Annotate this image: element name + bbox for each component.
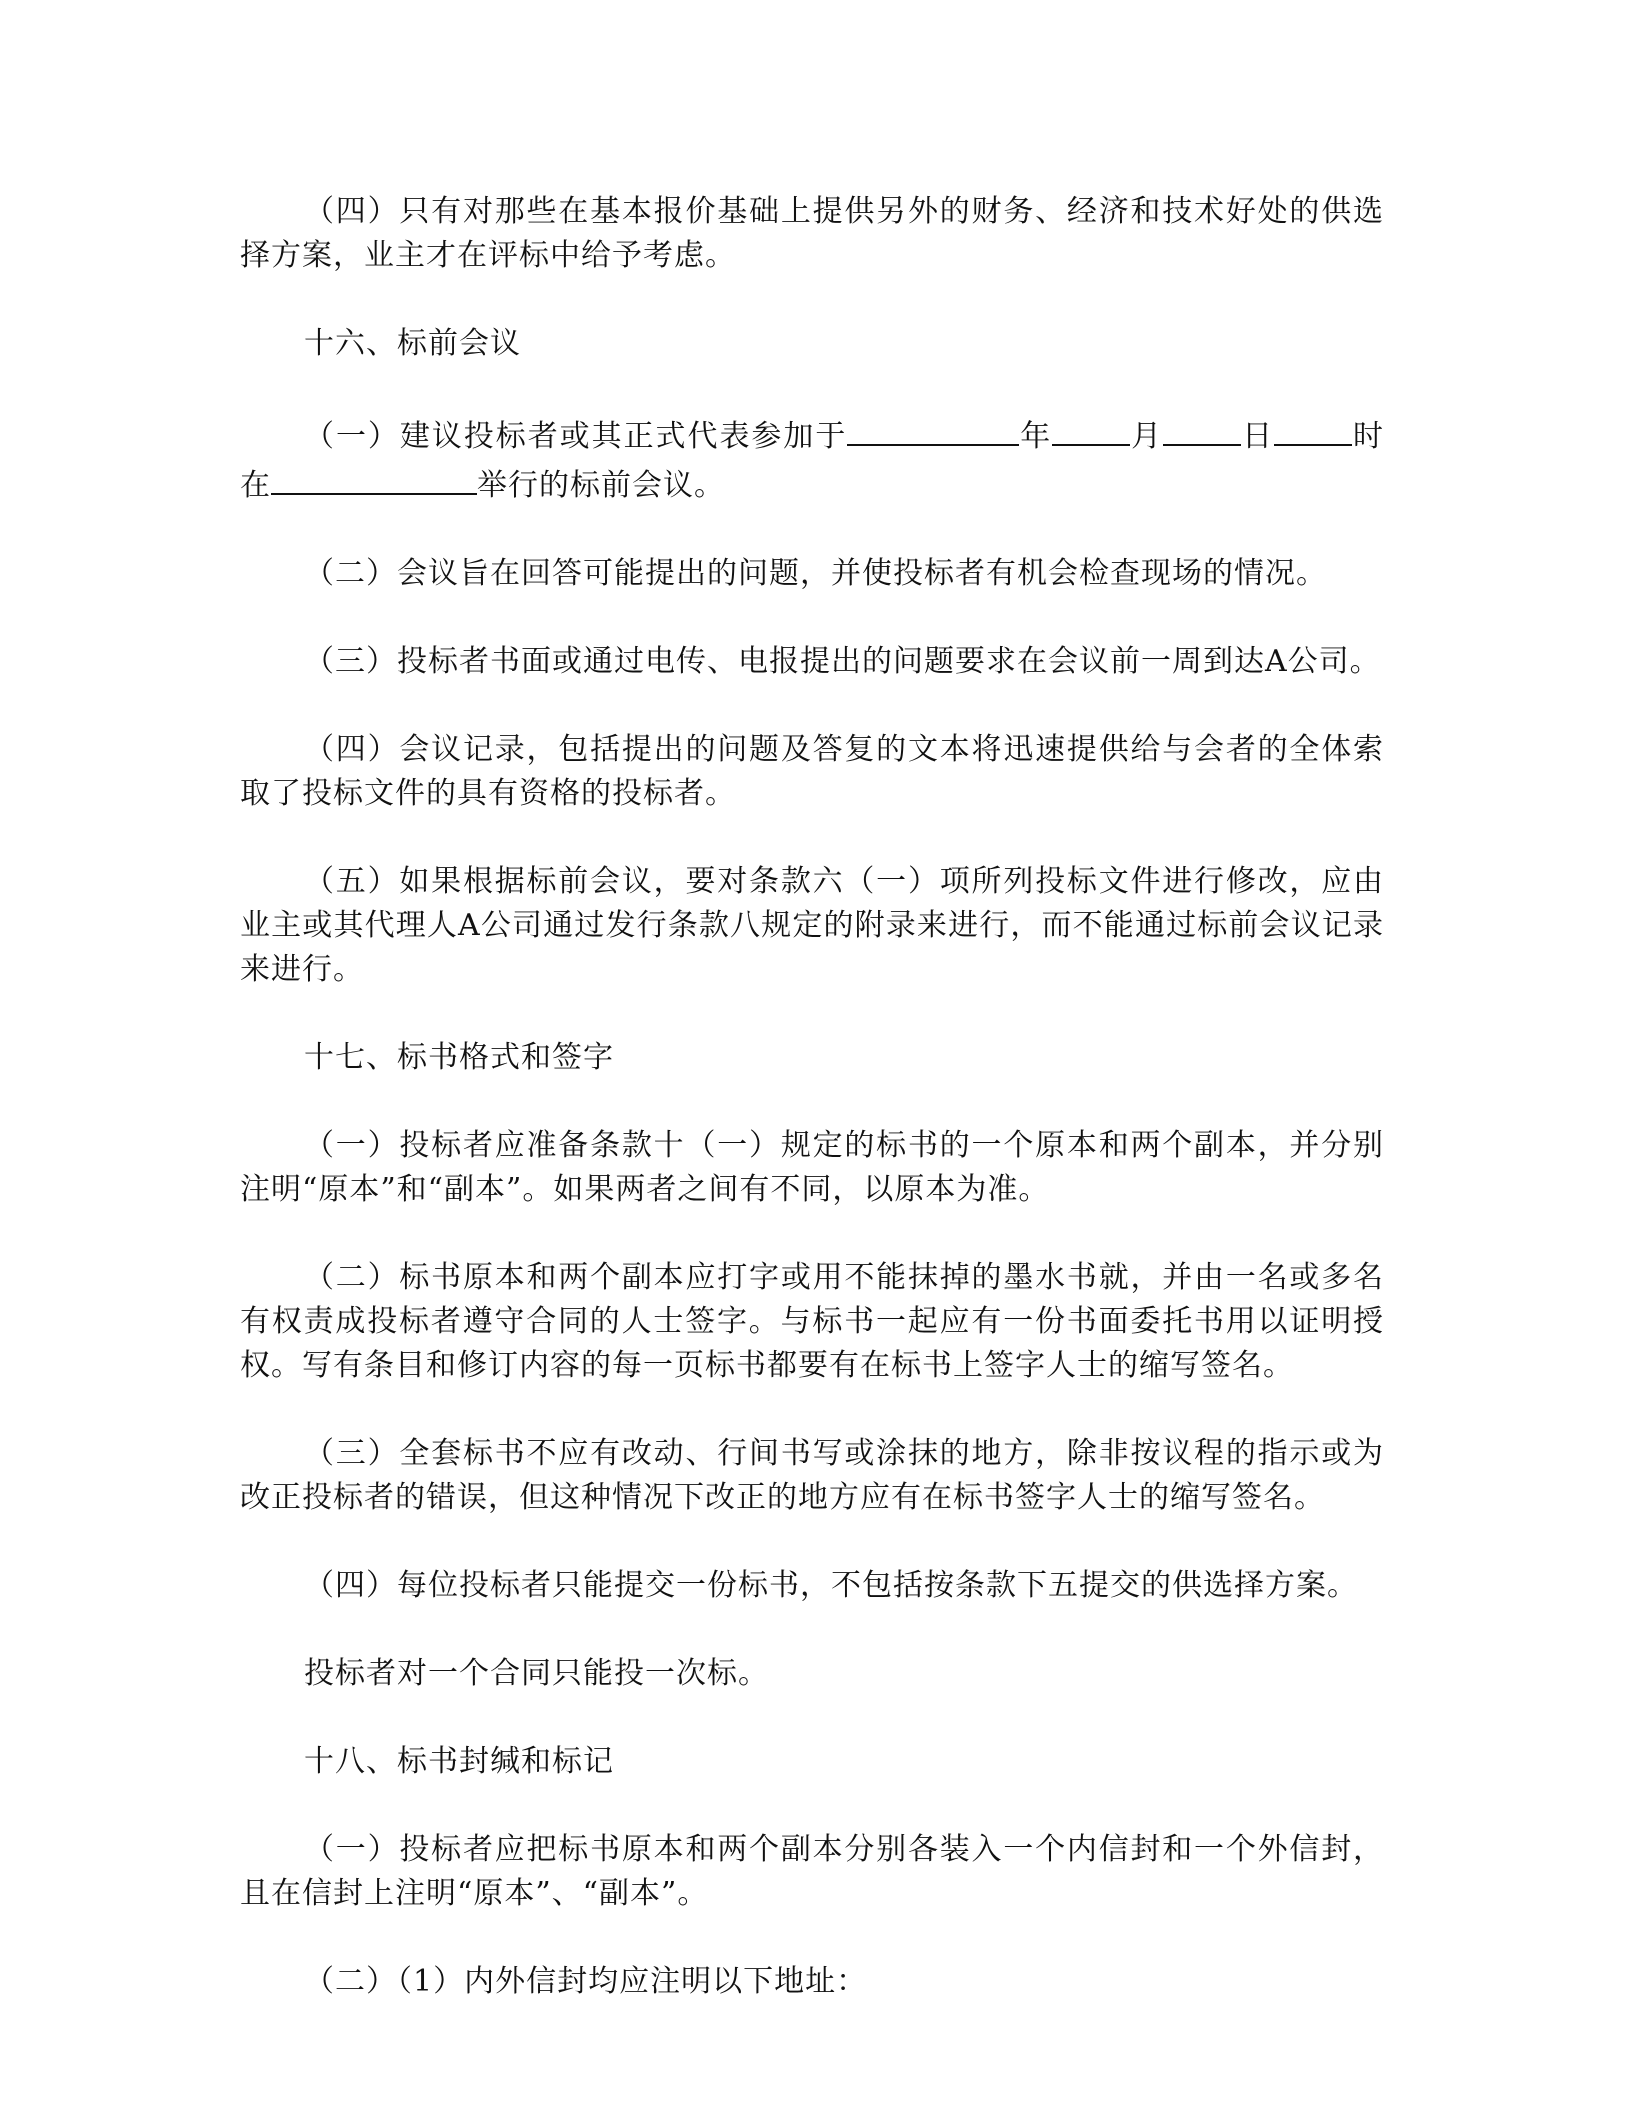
- section-heading-17: 十七、标书格式和签字: [304, 1040, 614, 1075]
- meeting-day-label: 日: [1241, 419, 1275, 454]
- meeting-hour-label: 时: [1352, 419, 1385, 454]
- paragraph-one-bid-per-contract: 投标者对一个合同只能投一次标。: [304, 1656, 769, 1691]
- section-heading-18: 十八、标书封缄和标记: [304, 1744, 614, 1779]
- paragraph-meeting-purpose: （二）会议旨在回答可能提出的问题，并使投标者有机会检查现场的情况。: [304, 556, 1327, 591]
- document-page: [240, 190, 1384, 2048]
- paragraph-signature: （二）标书原本和两个副本应打字或用不能抹掉的墨水书就，并由一名或多名有权责成投标者遵守合同的人士签字。与标书一起应有一份书面委托书用以证明授权。写有条目和修订内容的每一页标书都要有在标书上签字人士的缩写签名。: [240, 1260, 1384, 1383]
- blank-month-field: [1052, 410, 1130, 446]
- meeting-time-suffix: 举行的标前会议。: [477, 468, 725, 503]
- paragraph-envelopes: （一）投标者应把标书原本和两个副本分别各装入一个内信封和一个外信封，且在信封上注明“原本”、“副本”。: [240, 1832, 1384, 1911]
- meeting-month-label: 月: [1130, 419, 1164, 454]
- paragraph-no-alterations: （三）全套标书不应有改动、行间书写或涂抹的地方，除非按议程的指示或为改正投标者的错误，但这种情况下改正的地方应有在标书签字人士的缩写签名。: [240, 1436, 1384, 1515]
- meeting-year-label: 年: [1019, 419, 1053, 454]
- paragraph-document-modification: （五）如果根据标前会议，要对条款六（一）项所列投标文件进行修改，应由业主或其代理人A公司通过发行条款八规定的附录来进行，而不能通过标前会议记录来进行。: [240, 864, 1384, 987]
- blank-hour-field: [1274, 410, 1352, 446]
- paragraph-meeting-minutes: （四）会议记录，包括提出的问题及答复的文本将迅速提供给与会者的全体索取了投标文件的具有资格的投标者。: [240, 732, 1384, 811]
- paragraph-meeting-time: [240, 410, 1384, 508]
- paragraph-alternative-offers: （四）只有对那些在基本报价基础上提供另外的财务、经济和技术好处的供选择方案，业主才在评标中给予考虑。: [240, 194, 1384, 273]
- paragraph-envelope-address: （二）（1）内外信封均应注明以下地址：: [304, 1964, 868, 1999]
- section-heading-16: 十六、标前会议: [304, 326, 521, 361]
- paragraph-one-bid-only: （四）每位投标者只能提交一份标书，不包括按条款下五提交的供选择方案。: [304, 1568, 1358, 1603]
- blank-place-field: [271, 459, 477, 495]
- blank-day-field: [1163, 410, 1241, 446]
- meeting-place-label: 在: [240, 468, 271, 503]
- paragraph-original-and-copies: （一）投标者应准备条款十（一）规定的标书的一个原本和两个副本，并分别注明“原本”和“副本”。如果两者之间有不同，以原本为准。: [240, 1128, 1384, 1207]
- meeting-time-prefix: （一）建议投标者或其正式代表参加于: [304, 419, 848, 454]
- blank-year-field: [847, 410, 1019, 446]
- paragraph-written-questions: （三）投标者书面或通过电传、电报提出的问题要求在会议前一周到达A公司。: [304, 644, 1381, 679]
